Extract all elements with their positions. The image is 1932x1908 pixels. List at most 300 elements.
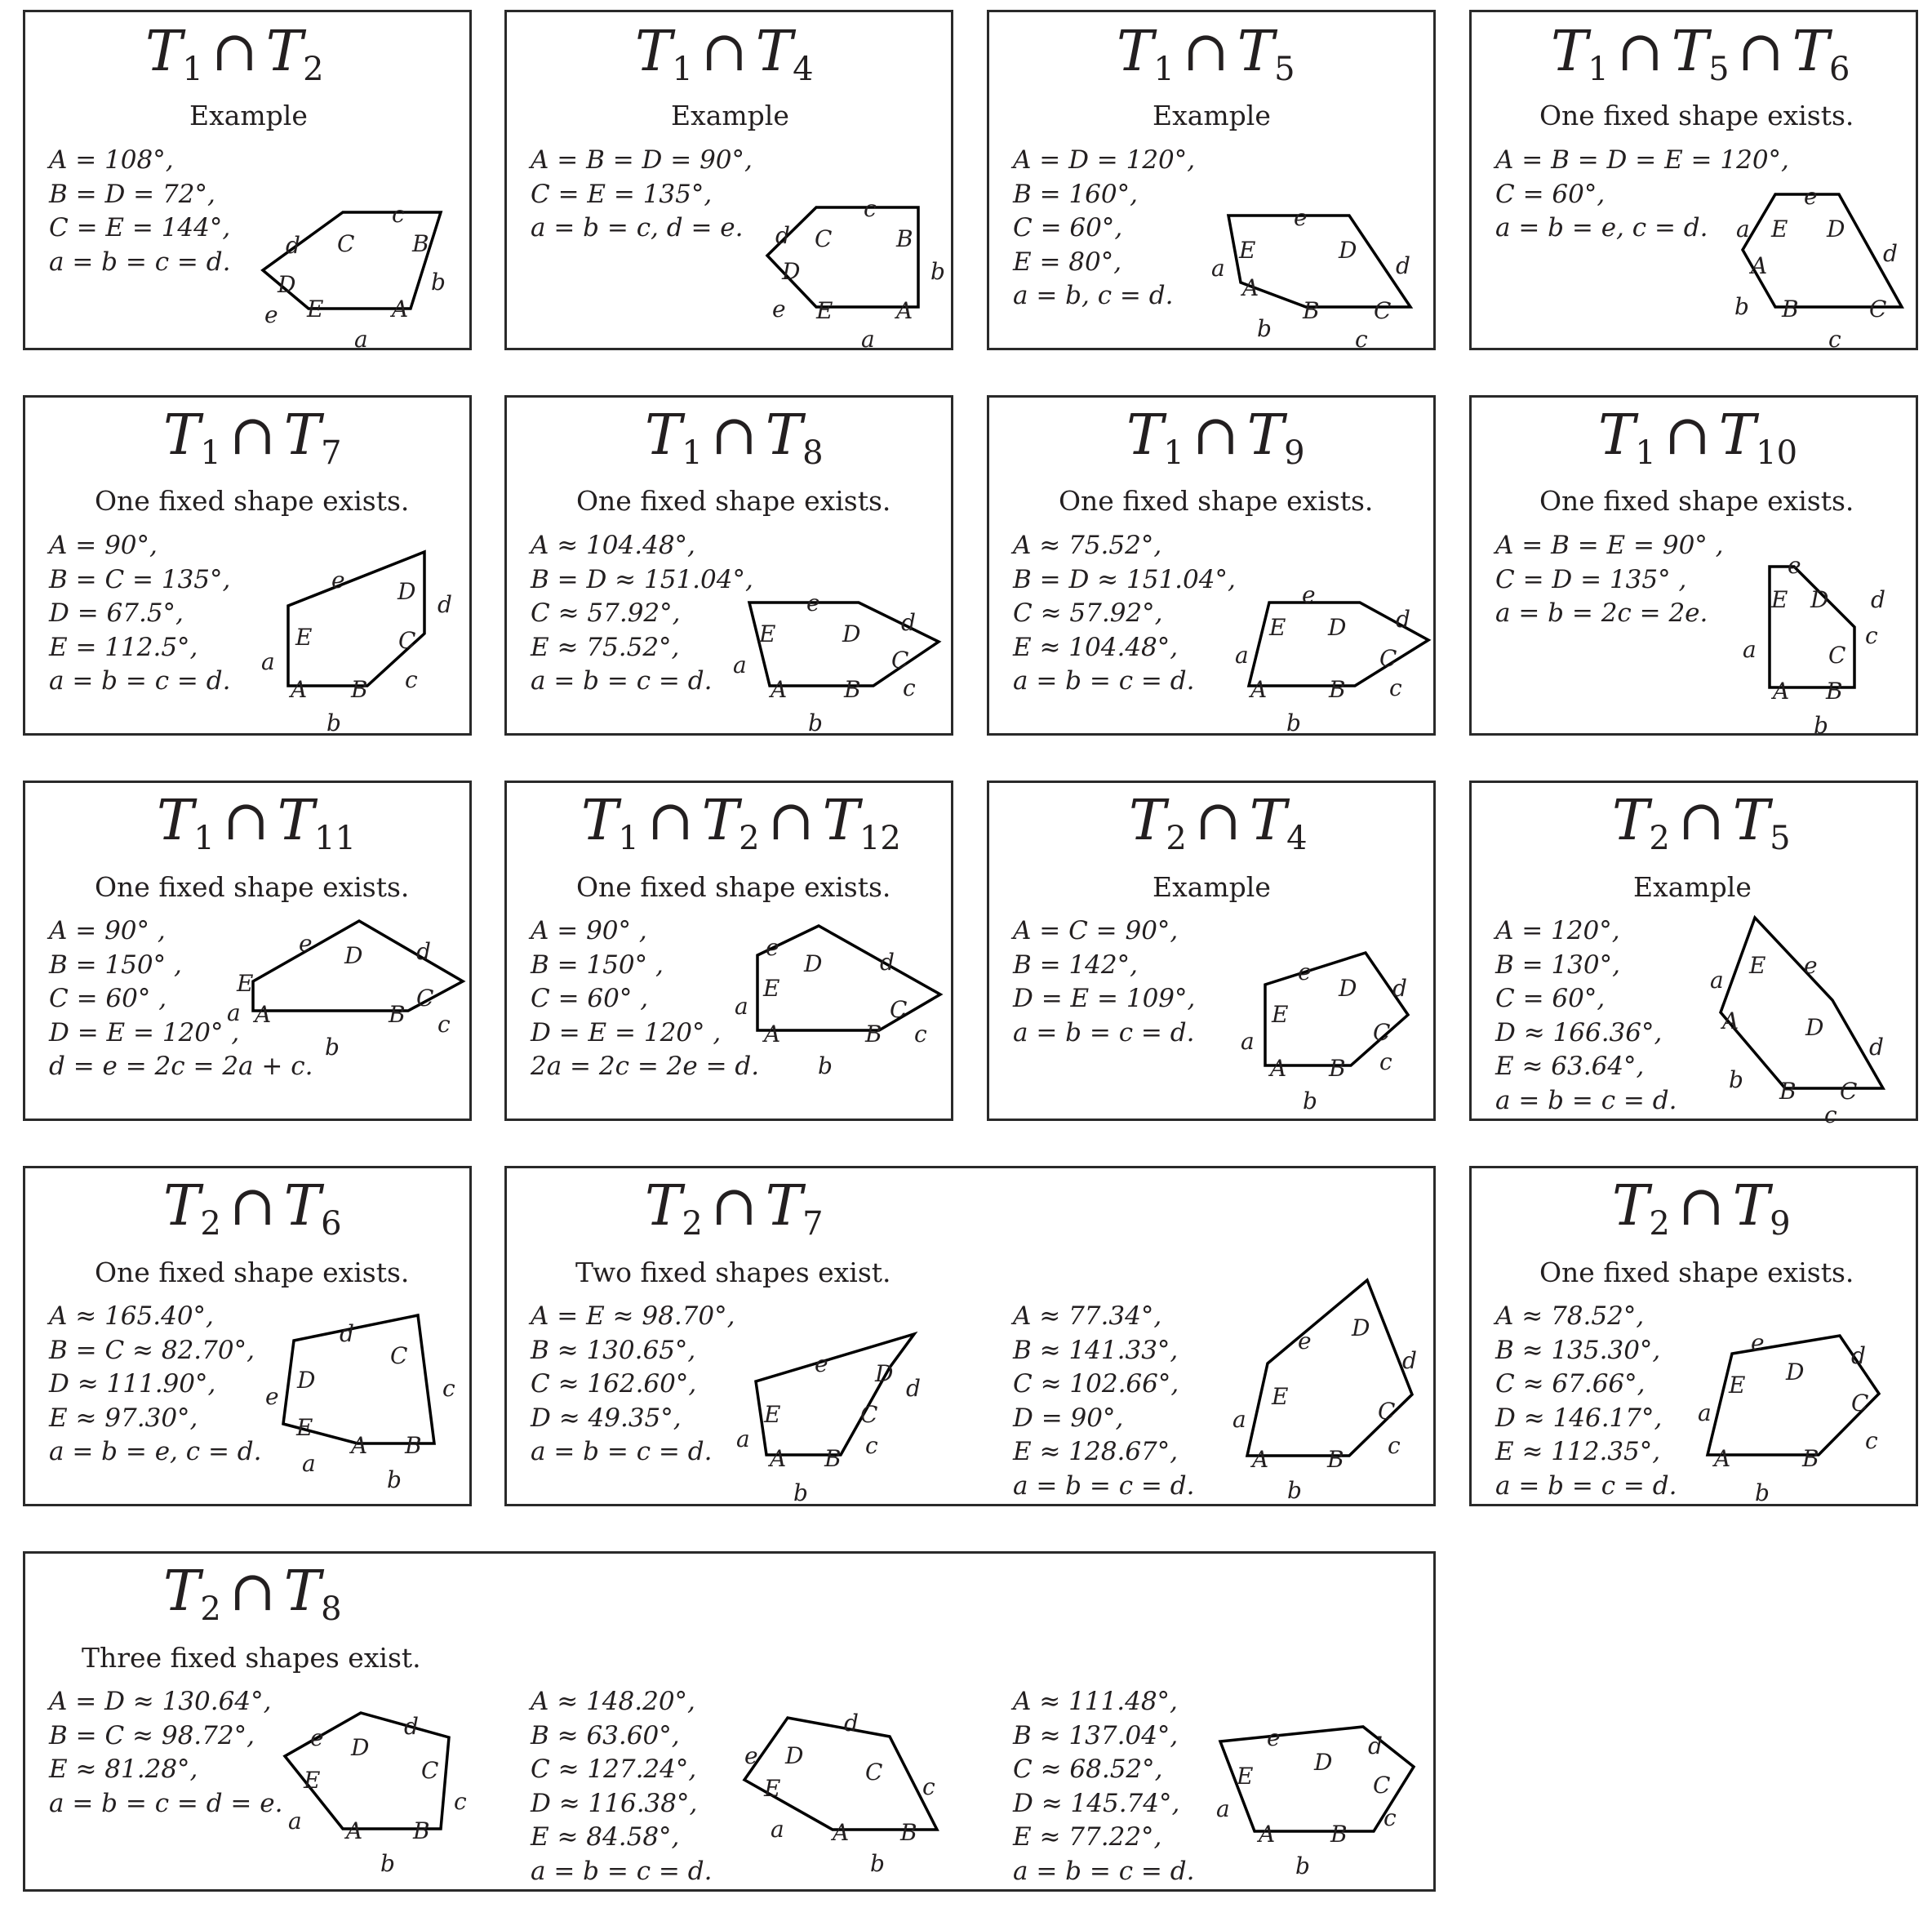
intersection-symbol: ∩ [767,789,815,853]
intersection-symbol: ∩ [1616,20,1663,84]
condition-line: A ≈ 111.48°, [1013,1687,1178,1716]
vertex-label: B [865,1021,882,1047]
edge-label: a [302,1450,316,1477]
vertex-label: B [351,676,368,703]
condition-line: d = e = 2c = 2a + c. [49,1052,313,1081]
title-subscript: 8 [802,434,824,472]
pentagon-figure [1698,1329,1879,1506]
condition-line: A = B = E = 90° , [1495,531,1724,560]
edge-label: a [354,326,368,353]
condition-line: C ≈ 57.92°, [531,598,681,628]
condition-line: A = 90° , [49,916,166,945]
vertex-label: B [844,676,861,703]
pentagon-figure [1710,918,1884,1128]
edge-label: d [880,949,895,976]
condition-line: C ≈ 102.66°, [1013,1369,1179,1399]
intersection-symbol: ∩ [700,20,748,84]
vertex-label: E [816,297,833,324]
vertex-label: B [413,1817,430,1844]
intersection-symbol: ∩ [211,20,258,84]
condition-line: C = E = 144°, [49,213,231,242]
title-subscript: 6 [321,1205,342,1243]
pentagon-figure [285,1713,467,1877]
vertex-label: D [782,258,801,285]
vertex-label: C [1378,1398,1396,1425]
edge-label: a [1743,636,1757,663]
vertex-label: E [1771,586,1788,613]
condition-line: B = 130°, [1495,950,1620,980]
vertex-label: E [1272,1001,1289,1028]
title-type-letter: T [1129,789,1166,853]
condition-line: a = b = c = d. [531,666,713,696]
vertex-label: B [389,1001,406,1028]
vertex-label: E [1771,216,1788,242]
edge-label: a [1211,255,1225,282]
condition-line: B ≈ 141.33°, [1013,1335,1179,1365]
vertex-label: C [860,1401,878,1428]
edge-label: c [1828,326,1841,353]
vertex-label: A [291,676,308,703]
title-subscript: 1 [1635,434,1656,472]
condition-line: A ≈ 165.40°, [49,1301,214,1331]
condition-line: D ≈ 146.17°, [1495,1403,1663,1433]
title-type-letter: T [765,1174,803,1239]
pentagon-figure [736,1334,921,1506]
condition-line: A ≈ 148.20°, [531,1687,695,1716]
pentagon-figure [733,589,939,736]
intersection-symbol: ∩ [229,1559,276,1624]
condition-line: a = b = c = d. [1013,1017,1195,1047]
title-subscript: 1 [672,51,693,88]
vertex-label: E [1729,1372,1746,1399]
edge-label: d [844,1710,859,1737]
edge-label: e [331,567,345,594]
condition-line: D = E = 120° , [49,1017,240,1047]
pentagon-outline [757,926,940,1030]
vertex-label: D [398,578,416,605]
condition-line: D ≈ 145.74°, [1013,1788,1180,1818]
condition-line: E = 80°, [1013,247,1122,277]
edge-label: d [404,1713,419,1740]
edge-label: d [1396,252,1410,279]
vertex-label: C [416,985,434,1012]
edge-label: b [1257,315,1272,342]
condition-line: C ≈ 162.60°, [531,1369,697,1399]
vertex-label: C [421,1757,439,1784]
condition-line: a = b = c = d. [1495,1470,1677,1501]
vertex-label: A [1242,274,1259,301]
vertex-label: A [1252,1446,1269,1473]
title-type-letter: T [1732,1174,1770,1239]
condition-line: B = D ≈ 151.04°, [1013,564,1236,594]
title-subscript: 1 [200,434,221,472]
edge-label: a [733,652,747,678]
title-subscript: 2 [303,51,324,88]
panel-status: Three fixed shapes exist. [82,1642,421,1674]
title-type-letter: T [1551,20,1588,84]
edge-label: d [1402,1347,1417,1374]
vertex-label: B [1327,1446,1344,1473]
condition-line: B = C = 135°, [49,564,231,594]
edge-label: d [1368,1732,1383,1759]
edge-label: a [1736,216,1750,242]
vertex-label: A [1270,1055,1287,1082]
condition-line: 2a = 2c = 2e = d. [531,1052,760,1081]
condition-line: C = 60° , [531,984,649,1013]
vertex-label: A [1259,1821,1276,1848]
edge-label: e [265,1383,279,1410]
condition-line: B = D = 72°, [49,179,215,209]
vertex-label: D [344,942,363,969]
vertex-label: C [891,647,909,674]
title-type-letter: T [1612,789,1650,853]
title-type-letter: T [145,20,183,84]
edge-label: c [392,201,405,228]
title-subscript: 7 [802,1205,824,1243]
condition-line: a = b = c = d. [531,1856,713,1886]
condition-line: B ≈ 63.60°, [531,1720,680,1750]
vertex-label: D [351,1734,370,1761]
title-type-letter: T [1249,789,1287,853]
condition-line: B = 142°, [1013,950,1138,980]
condition-line: A = D = 120°, [1013,145,1196,175]
vertex-label: E [1749,952,1766,979]
edge-label: c [865,1432,878,1459]
title-type-letter: T [163,1559,201,1624]
condition-line: B = 150° , [531,950,664,980]
edge-label: e [1298,1328,1312,1354]
condition-line: A = B = D = E = 120°, [1495,145,1789,175]
vertex-label: D [297,1367,316,1394]
vertex-label: C [1828,642,1846,669]
vertex-label: D [1352,1314,1370,1341]
title-subscript: 9 [1770,1205,1791,1243]
vertex-label: C [1840,1078,1858,1105]
edge-label: b [1814,712,1828,739]
condition-line: D ≈ 111.90°, [49,1369,216,1399]
condition-line: D ≈ 166.36°, [1495,1017,1663,1047]
pentagon-outline [288,552,424,686]
title-subscript: 10 [1756,434,1798,472]
title-type-letter: T [265,20,304,84]
edge-label: e [1804,183,1818,210]
title-subscript: 5 [1770,820,1791,857]
title-type-letter: T [1732,789,1770,853]
pentagon-figure [1235,581,1428,736]
edge-label: c [1379,1048,1392,1075]
condition-line: a = b = c = d. [1495,1085,1677,1115]
panel-status: Example [671,100,789,131]
title-subscript: 4 [793,51,814,88]
vertex-label: D [785,1742,804,1769]
edge-label: b [818,1052,833,1079]
edge-label: a [261,648,275,675]
pentagon-figure [1232,1280,1417,1504]
edge-label: e [1788,552,1801,579]
title-type-letter: T [765,403,803,468]
edge-label: c [1389,674,1402,701]
title-subscript: 2 [739,820,760,857]
vertex-label: E [1272,1383,1289,1410]
pentagon-figure [735,926,940,1079]
edge-label: a [227,999,241,1026]
title-subscript: 1 [682,434,703,472]
vertex-label: E [296,1414,313,1441]
title-type-letter: T [1117,20,1154,84]
edge-label: d [1869,1034,1884,1061]
vertex-label: E [1269,614,1286,641]
pentagon-outline [1721,918,1883,1088]
condition-line: E ≈ 104.48°, [1013,632,1179,662]
vertex-label: D [804,950,823,977]
edge-label: b [1729,1066,1743,1093]
panel-status: One fixed shape exists. [1059,485,1374,517]
condition-line: A = D ≈ 130.64°, [49,1687,272,1716]
vertex-label: B [1782,296,1799,322]
vertex-label: E [1237,1763,1254,1790]
intersection-symbol: ∩ [1194,789,1241,853]
edge-label: c [1865,622,1878,649]
edge-label: c [914,1021,927,1047]
vertex-label: B [1329,1055,1346,1082]
edge-label: a [735,993,748,1020]
panel-status: Example [1153,100,1271,131]
title-type-letter: T [1598,403,1636,468]
vertex-label: A [1773,678,1790,705]
vertex-label: A [833,1819,850,1846]
pentagon-figure [227,921,463,1061]
edge-label: e [1267,1724,1281,1751]
title-subscript: 6 [1828,51,1850,88]
condition-line: B ≈ 130.65°, [531,1335,696,1365]
edge-label: c [405,666,418,693]
vertex-label: A [764,1021,781,1047]
title-subscript: 2 [200,1590,221,1628]
edge-label: e [806,589,820,616]
vertex-label: A [1714,1445,1731,1472]
edge-label: b [1734,293,1749,320]
condition-line: A = E ≈ 98.70°, [531,1301,735,1331]
condition-line: E ≈ 97.30°, [49,1403,198,1433]
intersection-symbol: ∩ [646,789,694,853]
condition-line: C = 60°, [1495,179,1606,209]
edge-label: d [1871,586,1885,613]
condition-line: E ≈ 63.64°, [1495,1052,1645,1081]
title-type-letter: T [283,1174,322,1239]
vertex-label: D [278,271,296,298]
condition-line: C ≈ 57.92°, [1013,598,1163,628]
edge-label: c [1824,1101,1837,1128]
panel-status: Example [1153,871,1271,903]
edge-label: b [1755,1479,1770,1506]
title-type-letter: T [283,403,322,468]
pentagon-outline [1743,194,1902,307]
title-subscript: 1 [618,820,639,857]
edge-label: d [286,232,300,259]
title-type-letter: T [163,403,201,468]
intersection-symbol: ∩ [1663,403,1711,468]
title-type-letter: T [1126,403,1164,468]
intersection-symbol: ∩ [1182,20,1229,84]
title-type-letter: T [635,20,673,84]
edge-label: c [922,1773,935,1800]
vertex-label: D [1314,1749,1333,1776]
vertex-label: B [896,225,913,252]
vertex-label: B [1826,678,1843,705]
vertex-label: D [1339,975,1357,1002]
vertex-label: B [1303,297,1320,324]
vertex-label: D [1805,1014,1824,1041]
intersection-symbol: ∩ [229,1174,276,1239]
title-subscript: 1 [1588,51,1609,88]
title-subscript: 1 [193,820,215,857]
intersection-symbol: ∩ [222,789,269,853]
intersection-symbol: ∩ [710,403,757,468]
title-subscript: 12 [859,820,901,857]
condition-line: A ≈ 104.48°, [531,531,695,560]
title-type-letter: T [1246,403,1285,468]
edge-label: b [808,709,823,736]
title-subscript: 4 [1286,820,1308,857]
edge-label: a [736,1425,750,1452]
title-type-letter: T [645,1174,682,1239]
edge-label: e [299,930,313,957]
condition-line: C = 60° , [49,984,167,1013]
intersection-symbol: ∩ [1737,20,1784,84]
edge-label: a [861,326,875,353]
condition-line: a = b = c = d. [1013,1470,1195,1501]
condition-line: E ≈ 84.58°, [531,1822,680,1852]
vertex-label: C [1851,1390,1869,1417]
vertex-label: C [1869,296,1887,322]
edge-label: a [1698,1399,1712,1426]
panel-status: One fixed shape exists. [576,485,891,517]
vertex-label: A [896,297,913,324]
condition-line: a = b = c = d. [49,247,231,277]
vertex-label: E [764,1401,781,1428]
edge-label: d [1396,606,1410,633]
condition-line: C = E = 135°, [531,179,713,209]
vertex-label: E [304,1767,321,1794]
pentagon-figure [1734,183,1902,353]
vertex-label: B [824,1445,842,1472]
title-subscript: 1 [1163,434,1184,472]
edge-label: e [310,1724,324,1751]
panel-status: Example [189,100,308,131]
vertex-label: A [346,1817,363,1844]
title-type-letter: T [755,20,793,84]
vertex-label: E [307,296,324,322]
vertex-label: B [1779,1078,1797,1105]
edge-label: b [326,709,341,736]
condition-line: A = 90°, [49,531,158,560]
pentagon-figure [1211,204,1410,353]
vertex-label: D [1827,216,1845,242]
condition-line: a = b = e, c = d. [49,1437,262,1466]
panel-status: Two fixed shapes exist. [575,1256,891,1288]
condition-line: A ≈ 75.52°, [1013,531,1162,560]
condition-line: C = D = 135° , [1495,564,1687,594]
panel-status: Example [1633,871,1752,903]
title-subscript: 2 [682,1205,703,1243]
condition-line: D = E = 120° , [531,1017,722,1047]
title-subscript: 8 [321,1590,342,1628]
title-subscript: 5 [1708,51,1730,88]
vertex-label: D [1786,1359,1805,1385]
edge-label: b [1303,1087,1317,1114]
pentagon-figure [1241,953,1408,1114]
vertex-label: B [900,1819,917,1846]
edge-label: a [1241,1028,1255,1055]
condition-line: a = b = e, c = d. [1495,213,1708,242]
edge-label: d [1883,240,1898,267]
pentagon-figure [263,201,446,353]
condition-line: B = 160°, [1013,179,1138,209]
edge-label: b [1295,1852,1310,1879]
edge-label: e [264,301,278,328]
edge-label: b [380,1850,395,1877]
vertex-label: B [412,230,429,257]
pentagon-outline [744,1718,937,1830]
condition-line: a = b = c = d = e. [49,1788,283,1818]
edge-label: a [1216,1795,1230,1822]
condition-line: D = E = 109°, [1013,984,1196,1013]
condition-line: A = 120°, [1495,916,1620,945]
intersection-symbol: ∩ [1677,789,1725,853]
edge-label: d [340,1320,354,1347]
edge-label: e [1302,581,1316,608]
condition-line: C = 60°, [1013,213,1123,242]
title-type-letter: T [1612,1174,1650,1239]
title-type-letter: T [1792,20,1829,84]
panel-status: One fixed shape exists. [1539,100,1854,131]
vertex-label: C [390,1342,408,1369]
edge-label: c [1865,1427,1878,1454]
title-subscript: 2 [200,1205,221,1243]
edge-label: d [901,609,916,636]
condition-line: B = 150° , [49,950,182,980]
vertex-label: C [1373,1019,1391,1046]
title-type-letter: T [701,789,739,853]
condition-line: A = 90° , [531,916,647,945]
panel-status: One fixed shape exists. [95,871,410,903]
condition-line: E ≈ 81.28°, [49,1755,198,1784]
panel-status: One fixed shape exists. [576,871,891,903]
edge-label: b [431,269,446,296]
title-type-letter: T [163,1174,201,1239]
edge-label: e [815,1350,828,1377]
edge-label: d [906,1375,921,1402]
pentagon-outline [756,1334,914,1455]
edge-label: e [1751,1329,1765,1356]
condition-line: a = b, c = d. [1013,281,1174,310]
edge-label: a [1710,967,1724,994]
vertex-label: C [398,627,416,654]
edge-label: c [454,1788,467,1815]
condition-line: A = B = D = 90°, [531,145,753,175]
panel-status: One fixed shape exists. [95,485,410,517]
condition-line: E ≈ 77.22°, [1013,1822,1162,1852]
edge-label: b [793,1479,808,1506]
edge-label: a [288,1808,302,1835]
edge-label: a [1232,1406,1246,1433]
vertex-label: B [1802,1445,1819,1472]
edge-label: d [437,591,452,618]
condition-line: a = b = 2c = 2e. [1495,598,1708,628]
title-subscript: 5 [1274,51,1295,88]
edge-label: a [771,1816,784,1843]
condition-line: C ≈ 127.24°, [531,1755,697,1784]
